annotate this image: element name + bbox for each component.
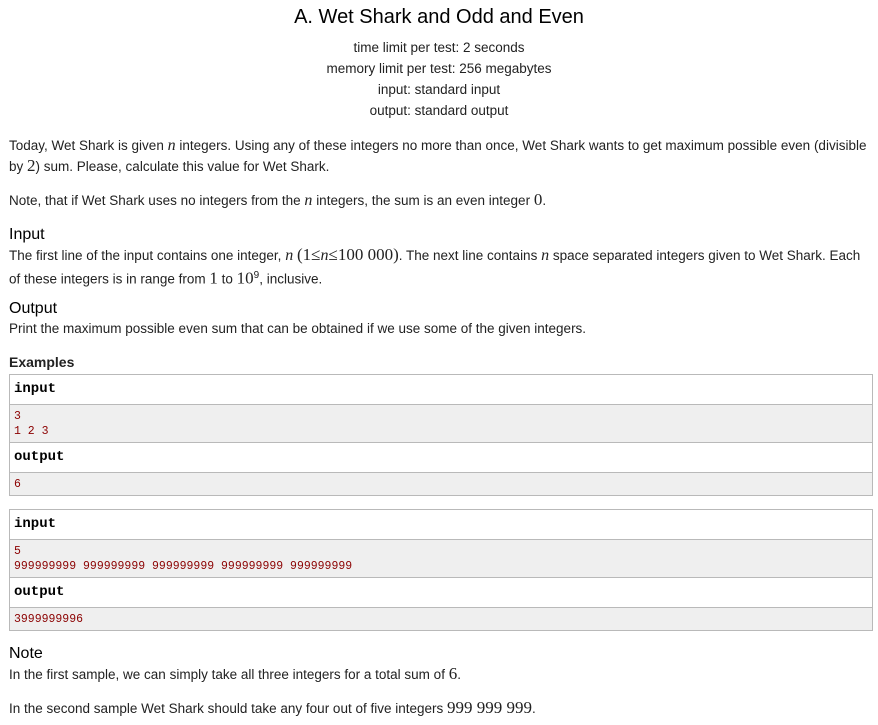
math-n: n: [304, 192, 313, 209]
input-header: Input: [9, 226, 45, 243]
statement-text: .: [542, 193, 547, 208]
statement-paragraph-1: [9, 136, 869, 177]
input-text: , inclusive.: [259, 271, 323, 287]
math-le: ≤: [328, 245, 338, 264]
math-exponent: 9: [253, 270, 260, 281]
math-zero: 0: [533, 190, 543, 209]
example-input-line: 999999999 999999999 999999999 999999999 999999999: [14, 560, 353, 573]
math-two: 2: [27, 156, 36, 175]
math-six: 6: [448, 664, 458, 683]
input-description: [9, 245, 869, 290]
note-paragraph-2: [9, 698, 869, 719]
note-header: Note: [9, 645, 43, 662]
statement-text: Note, that if Wet Shark uses no integers from the: [9, 193, 301, 208]
math-n: n: [167, 137, 176, 154]
math-range-open: (1: [296, 245, 312, 264]
math-max-n: 100 000: [337, 245, 394, 264]
statement-paragraph-2: [9, 190, 869, 211]
input-text: The first line of the input contains one integer,: [9, 248, 282, 263]
example-input[interactable]: [10, 540, 872, 578]
problem-title: A. Wet Shark and Odd and Even: [294, 6, 584, 28]
problem-limits: [0, 39, 878, 123]
output-description: Print the maximum possible even sum that can be obtained if we use some of the given integers.: [9, 321, 587, 336]
note-text: In the second sample Wet Shark should take any four out of five integers: [9, 701, 444, 716]
example-input-line: 5: [14, 545, 21, 558]
math-n: n: [541, 247, 550, 264]
example-input-label: input: [10, 510, 872, 540]
input-text: to: [221, 271, 233, 287]
example-output-line: 6: [14, 478, 21, 491]
math-le: ≤: [311, 245, 321, 264]
time-limit: time limit per test: 2 seconds: [353, 40, 525, 55]
statement-text: ) sum. Please, calculate this value for Wet Shark.: [35, 159, 330, 174]
math-one: 1: [209, 268, 218, 288]
statement-text: integers. Using any of these integers no more than once, Wet Shark wants to get maximum possible even (divisible by: [9, 138, 867, 174]
example-output-line: 3999999996: [14, 613, 84, 626]
example-output[interactable]: [10, 608, 872, 630]
output-header: Output: [9, 300, 58, 317]
example-output-label: output: [10, 443, 872, 473]
math-paren: ): [393, 245, 399, 264]
example-input[interactable]: [10, 405, 872, 443]
note-paragraph-1: [9, 664, 869, 685]
note-text: .: [457, 667, 461, 682]
example-input-line: 3: [14, 410, 21, 423]
output-file: output: standard output: [369, 103, 509, 118]
statement-text: Today, Wet Shark is given: [9, 138, 164, 153]
example-input-line: 1 2 3: [14, 425, 49, 438]
statement-text: integers, the sum is an even integer: [316, 193, 531, 208]
input-file: input: standard input: [377, 82, 501, 97]
example-1: [9, 374, 873, 496]
input-text: . The next line contains: [398, 248, 538, 263]
example-input-label: input: [10, 375, 872, 405]
examples-header: Examples: [9, 354, 75, 370]
math-n: n: [320, 247, 329, 264]
math-big-number: 999 999 999: [447, 698, 533, 717]
note-text: In the first sample, we can simply take all three integers for a total sum of: [9, 667, 445, 682]
example-output[interactable]: [10, 473, 872, 495]
example-output-label: output: [10, 578, 872, 608]
input-text: space separated integers given to Wet Shark. Each of these integers is in range from: [9, 248, 861, 287]
example-2: [9, 509, 873, 631]
math-n: n: [285, 247, 294, 264]
math-ten: 10: [236, 268, 254, 288]
note-text: .: [532, 701, 536, 716]
memory-limit: memory limit per test: 256 megabytes: [326, 61, 552, 76]
